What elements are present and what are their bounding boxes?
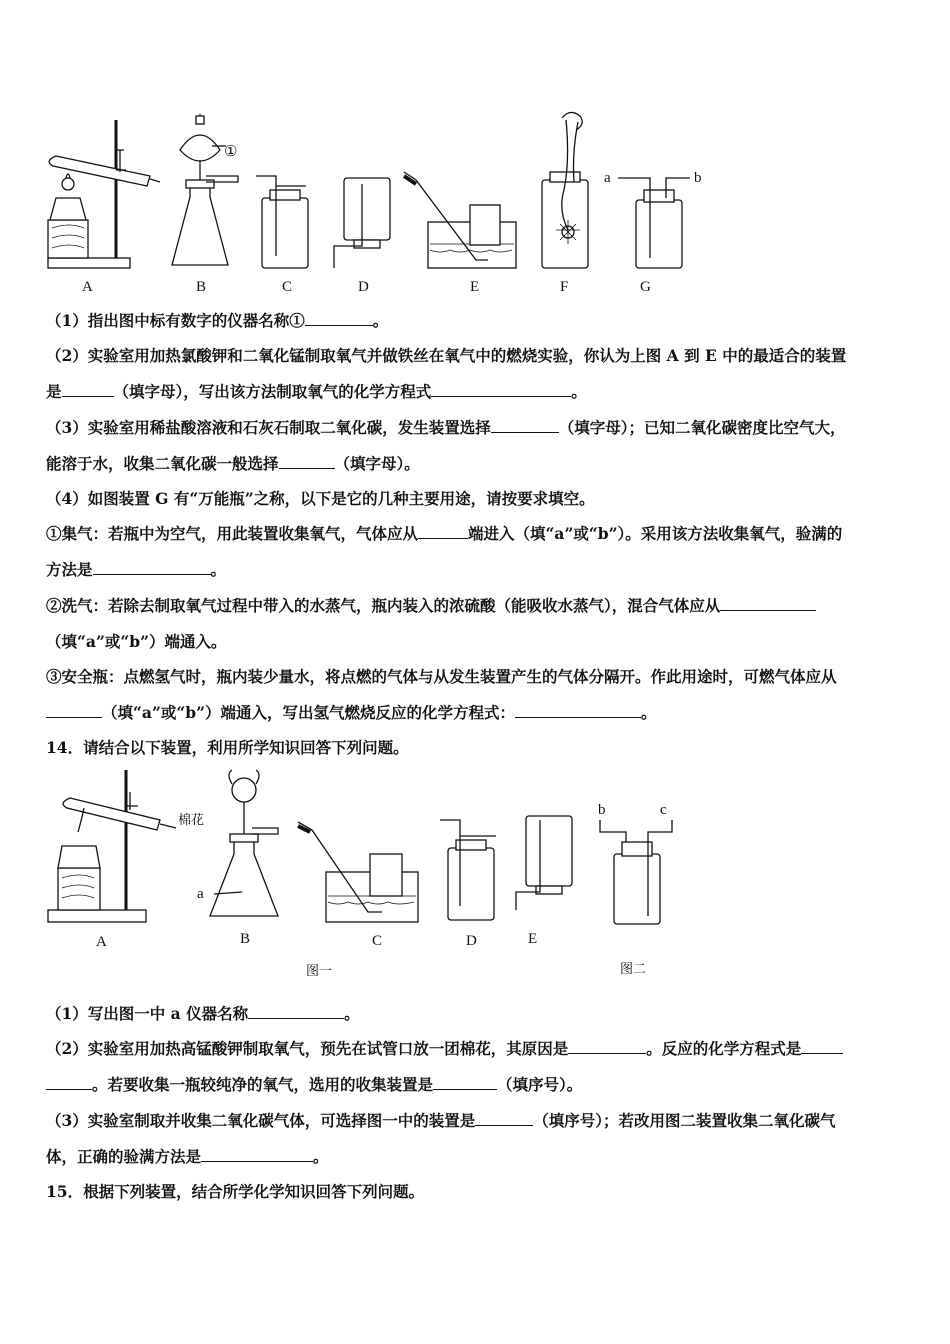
q13-p2b-mid: （填字母），写出该方法制取氧气的化学方程式: [113, 382, 432, 401]
q13-p3b-pre: 能溶于水，收集二氧化碳一般选择: [46, 454, 279, 473]
answer-blank[interactable]: [279, 454, 335, 469]
q13-part-2-line-2: [46, 382, 916, 402]
q14-p3b-end: 。: [313, 1147, 329, 1166]
label-e: E: [528, 931, 538, 947]
answer-blank[interactable]: [62, 382, 114, 397]
label-port-b: b: [598, 802, 606, 818]
q14-part-2-line-2: [46, 1075, 916, 1095]
answer-blank[interactable]: [491, 418, 559, 433]
label-port-c: c: [660, 802, 667, 818]
q13-c1b-pre: 方法是: [46, 560, 93, 579]
apparatus-b: [210, 770, 278, 916]
q14-p1-pre: （1）写出图一中 a 仪器名称: [46, 1004, 249, 1023]
q15-title: [46, 1182, 916, 1202]
q13-p2b-pre: 是: [46, 382, 62, 401]
q14-p3b-pre: 体，正确的验满方法是: [46, 1147, 202, 1166]
apparatus-d: [440, 820, 496, 920]
q13-use-1-line-1: [46, 524, 916, 544]
apparatus-f: [542, 112, 588, 268]
label-e: E: [470, 279, 480, 295]
figure-1-apparatus: [0, 100, 950, 300]
q13-use-2-line-2: [46, 632, 916, 652]
label-d: D: [358, 279, 369, 295]
q13-p3a-post: （填字母）；已知二氧化碳密度比空气大，: [558, 418, 846, 437]
q13-c1a-pre: ①集气：若瓶中为空气，用此装置收集氧气，气体应从: [46, 524, 419, 543]
q13-part-3-line-1: [46, 418, 916, 438]
q13-use-1-line-2: [46, 560, 916, 580]
label-port-b: b: [694, 170, 702, 186]
q14-part-2-line-1: [46, 1039, 916, 1059]
apparatus-b: [172, 114, 238, 265]
apparatus-fig2-bottle: [600, 820, 672, 924]
q14-title: [46, 738, 916, 758]
apparatus-d: [334, 178, 390, 268]
q14-part-3-line-1: [46, 1111, 916, 1131]
q14-p2a-post: 。反应的化学方程式是: [646, 1039, 802, 1058]
label-d: D: [466, 933, 477, 949]
q14-p2a-pre: （2）实验室用加热高锰酸钾制取氧气，预先在试管口放一团棉花，其原因是: [46, 1039, 569, 1058]
answer-blank[interactable]: [201, 1147, 313, 1162]
q13-use-3-line-2: [46, 703, 916, 723]
label-port-a: a: [604, 170, 611, 186]
answer-blank[interactable]: [801, 1039, 843, 1054]
label-f: F: [560, 279, 569, 295]
q13-part-3-line-2: [46, 454, 916, 474]
q13-c3a-text: ③安全瓶：点燃氢气时，瓶内装少量水，将点燃的气体与从发生装置产生的气体分隔开。作此用途时，可燃气体应从: [46, 667, 837, 686]
q15-title-text: 15．根据下列装置，结合所学化学知识回答下列问题。: [46, 1182, 425, 1201]
answer-blank[interactable]: [433, 1075, 497, 1090]
q13-p3a-pre: （3）实验室用稀盐酸溶液和石灰石制取二氧化碳，发生装置选择: [46, 418, 491, 437]
answer-blank[interactable]: [93, 560, 211, 575]
q13-p2b-end: 。: [571, 382, 587, 401]
answer-blank[interactable]: [568, 1039, 646, 1054]
label-b: B: [196, 279, 207, 295]
q13-use-2-line-1: [46, 596, 916, 616]
q13-p4-text: （4）如图装置 G 有“万能瓶”之称，以下是它的几种主要用途，请按要求填空。: [46, 489, 595, 508]
q13-c1a-post: 端进入（填“a”或“b”）。采用该方法收集氧气，验满的: [468, 524, 843, 543]
q13-c1b-end: 。: [210, 560, 227, 579]
label-c: C: [372, 933, 383, 949]
q14-p2b-mid: 。若要收集一瓶较纯净的氧气，选用的收集装置是: [92, 1075, 434, 1094]
figure-2-apparatus: [0, 762, 950, 992]
answer-blank[interactable]: [515, 703, 641, 718]
q14-p1-end: 。: [344, 1004, 360, 1023]
answer-blank[interactable]: [418, 524, 468, 539]
label-g: G: [640, 279, 651, 295]
label-a: A: [96, 934, 107, 950]
q13-c2a-pre: ②洗气：若除去制取氧气过程中带入的水蒸气，瓶内装入的浓硫酸（能吸收水蒸气），混合气体应从: [46, 596, 721, 615]
label-b: B: [240, 931, 251, 947]
caption-figure-1: 图一: [306, 964, 333, 979]
q13-p1-text: （1）指出图中标有数字的仪器名称①: [46, 311, 305, 330]
apparatus-e: [404, 172, 516, 268]
apparatus-e: [516, 816, 572, 910]
figure-1-label-text: [82, 144, 702, 295]
label-a: A: [82, 279, 93, 295]
q14-part-1: [46, 1004, 916, 1024]
q13-p3b-post: （填字母）。: [334, 454, 420, 473]
label-marker-1: ①: [224, 144, 238, 160]
apparatus-a: [48, 120, 160, 268]
q14-title-text: 14．请结合以下装置，利用所学知识回答下列问题。: [46, 738, 409, 757]
answer-blank[interactable]: [720, 596, 816, 611]
q13-part-1: [46, 311, 916, 331]
q13-part-2-line-1: [46, 346, 916, 366]
answer-blank[interactable]: [431, 382, 571, 397]
q14-p3a-pre: （3）实验室制取并收集二氧化碳气体，可选择图一中的装置是: [46, 1111, 476, 1130]
answer-blank[interactable]: [475, 1111, 533, 1126]
apparatus-c: [298, 822, 418, 922]
answer-blank[interactable]: [46, 1075, 92, 1090]
q13-c2b-text: （填“a”或“b”）端通入。: [46, 632, 227, 651]
q14-p3a-post: （填序号）；若改用图二装置收集二氧化碳气: [533, 1111, 836, 1130]
answer-blank[interactable]: [46, 703, 102, 718]
label-port-a: a: [197, 886, 204, 902]
q13-p1-end: 。: [372, 311, 389, 330]
apparatus-c: [256, 176, 308, 268]
q13-c3b-end: 。: [641, 703, 657, 722]
q13-c3b-mid: （填“a”或“b”）端通入，写出氢气燃烧反应的化学方程式：: [102, 703, 516, 722]
apparatus-g: [618, 178, 690, 268]
answer-blank[interactable]: [248, 1004, 344, 1019]
q14-p2b-post: （填序号）。: [497, 1075, 583, 1094]
label-c: C: [282, 279, 293, 295]
apparatus-a: [48, 770, 176, 922]
q13-p2a-text: （2）实验室用加热氯酸钾和二氧化锰制取氧气并做铁丝在氧气中的燃烧实验，你认为上图 A 到 E 中的最适合的装置: [46, 346, 847, 365]
q13-part-4: [46, 489, 916, 509]
label-cotton: 棉花: [178, 813, 205, 828]
q14-part-3-line-2: [46, 1147, 916, 1167]
answer-blank[interactable]: [305, 311, 373, 326]
q13-use-3-line-1: [46, 667, 916, 687]
caption-figure-2: 图二: [620, 962, 647, 977]
